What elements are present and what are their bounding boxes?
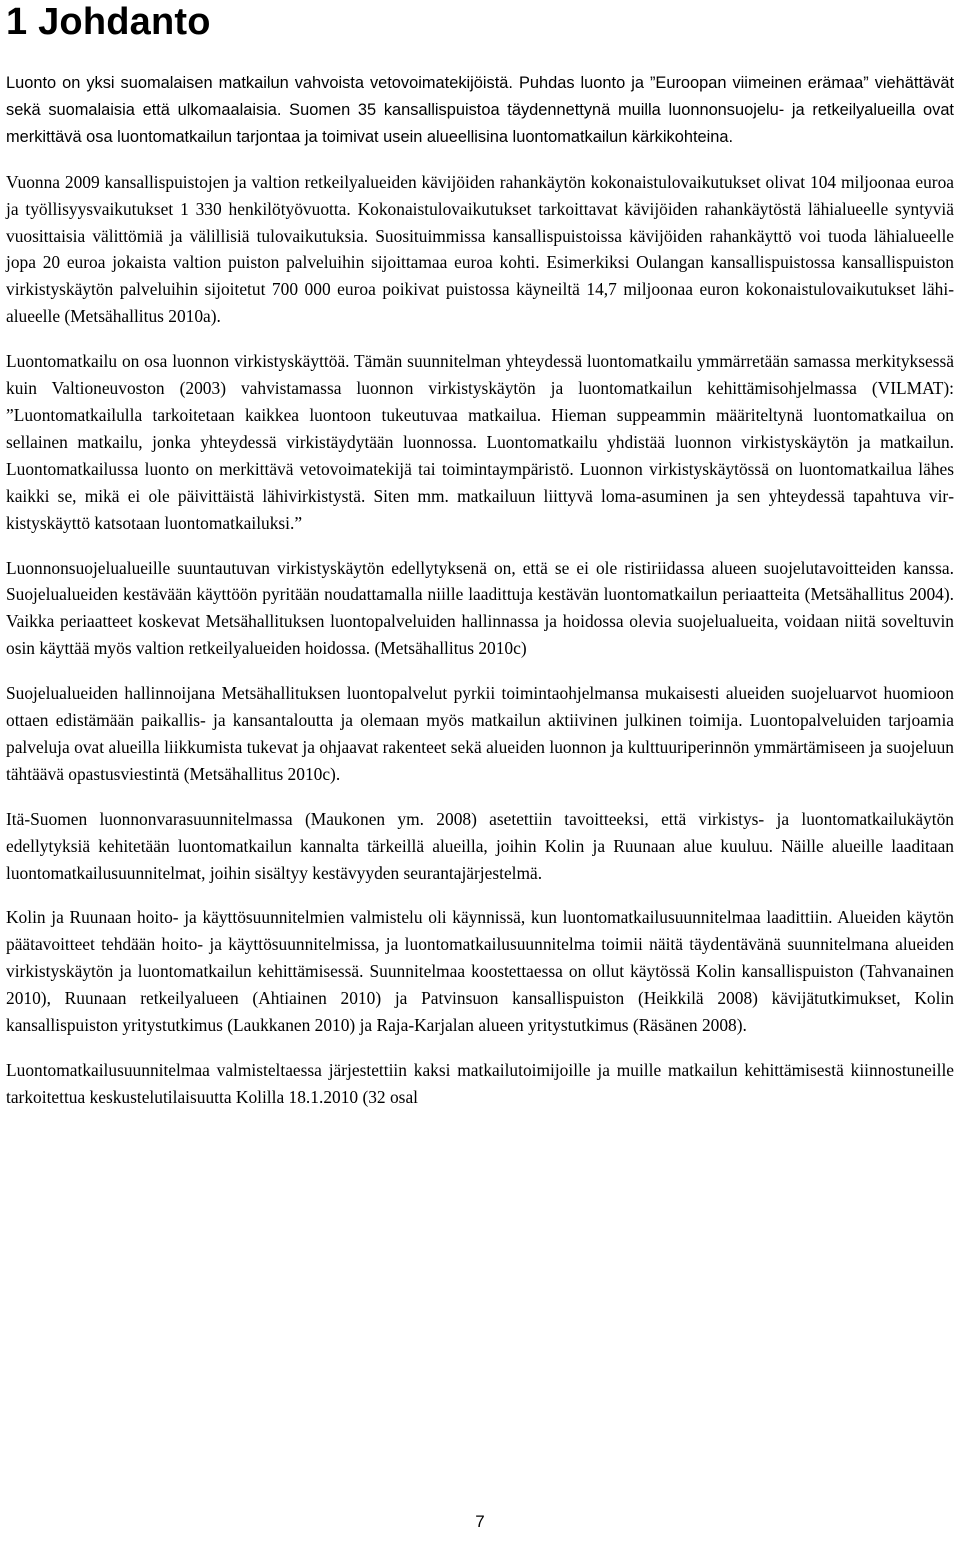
chapter-heading: 1 Johdanto: [6, 1, 211, 43]
paragraph-workshops: Luontomatkailusuunnitelmaa valmisteltaessa järjestettiin kaksi matkailutoimijoille ja muille matkailun kehittämisestä kiinnostuneille tarkoitettua keskustelutilaisuutta Kolilla 18.1.2010 (32 osal: [6, 1060, 954, 1107]
paragraph-eastern-finland-plan: Itä-Suomen luonnonvarasuunnitelmassa (Maukonen ym. 2008) asetettiin tavoitteeksi, että virkistys- ja luontomatkailukäytön edellytyksiä kehitetään luontomatkailun kannalta tärkeillä alueilla, joihin Kolin ja Ruunaan alue kuuluu. Näille alueille laaditaan luontomatkailusuunnitelmat, joihin sisältyy kestävyyden seurantajärjestelmä.: [6, 808, 954, 883]
paragraph-nature-services: Suojelualueiden hallinnoijana Metsähallituksen luontopalvelut pyrkii toimintaohjelmansa mukaisesti alueiden suojeluarvot huomioon ottaen edistämään paikallis- ja kansantaloutta ja olemaan myös matkailun aktiivinen julkinen toimija. Luontopalveluiden tarjoamia palveluja ovat alueilla liikkumista tukevat ja ohjaavat rakenteet sekä alueiden luonnon ja kulttuuriperinnön ymmärtämiseen ja suojeluun tähtäävä opastusviestintä (Metsähallitus 2010c).: [6, 683, 954, 784]
paragraph-koli-ruunaa: Kolin ja Ruunaan hoito- ja käyttösuunnitelmien valmistelu oli käynnissä, kun luontomatkailusuunnitelmaa laadittiin. Alueiden käytön päätavoitteet tehdään hoito- ja käyttösuunnitelmissa, ja luontomatkailusuunnitelma toimii näitä täydentävänä suunnitelmana alueiden virkistyskäytön ja luontomatkailun kehittämisessä. Suunnitelmaa koostettaessa on ollut käytössä Kolin kansallispuiston (Tahvanainen 2010), Ruunaan retkeilyalueen (Ahtiainen 2010) ja Patvinsuon kansallispuiston (Heikkilä 2008) kävijätutkimukset, Kolin kansallispuiston yritystutkimus (Laukkanen 2010) ja Raja-Karjalan alueen yritystutkimus (Räsänen 2008).: [6, 907, 954, 1036]
paragraph-definition: Luontomatkailu on osa luonnon virkistyskäyttöä. Tämän suunnitelman yhteydessä luontomatkailu ymmärretään samassa merkityksessä kuin Valtioneuvoston (2003) vahvistamassa luonnon virkistyskäytön ja luontomatkailun kehittämisohjelmassa (VILMAT): ”Luontomatkailulla tarkoitetaan kaikkea luontoon tukeutuvaa matkailua. Hieman suppeammin määriteltynä luontomatkailua on sellainen matkailu, jonka yhteydessä virkistäydytään luonnossa. Luontomatkailu yhdistää luonnon virkistyskäytön ja matkailun. Luontomatkailussa luonto on merkittävä vetovoimatekijä tai toimintaympäristö. Luonnon virkistyskäytössä on luontomatkailua lähes kaikki se, mikä ei ole päivittäistä lähivirkistystä. Siten mm. matkailuun liittyvä loma-asuminen ja sen yhteydessä tapahtuva virkistyskäyttö katsotaan luontomatkailuksi.”: [6, 351, 954, 533]
paragraph-economic-impact: Vuonna 2009 kansallispuistojen ja valtion retkeilyalueiden kävijöiden rahankäytön kokonaistulovaikutukset olivat 104 miljoonaa euroa ja työllisyysvaikutukset 1 330 henkilötyövuotta. Kokonaistulovaikutukset tarkoittavat kävijöiden rahankäytöstä lähialueelle syntyviä vuosittaisia välittömiä ja välillisiä tulovaikutuksia. Suosituimmissa kansallispuistoissa kävijöiden rahankäyttö voi tuoda lähialueelle jopa 20 euroa jokaista valtion puiston palveluihin sijoittamaa euroa kohti. Esimerkiksi Oulangan kansallispuistossa kansallispuiston virkistyskäytön palveluihin sijoitetut 700 000 euroa poikivat puistossa käyneiltä 14,7 miljoonaa euron kokonaistulovaikutukset lähialueelle (Metsähallitus 2010a).: [6, 171, 954, 327]
document-page: [6, 0, 954, 1111]
paragraph-intro: Luonto on yksi suomalaisen matkailun vahvoista vetovoimatekijöistä. Puhdas luonto ja ”Euroopan viimeinen erämaa” viehättävät sekä suomalaisia että ulkomaalaisia. Suomen 35 kansallispuistoa täydennettynä muilla luonnonsuojelu- ja retkeilyalueilla ovat merkittävä osa luontomatkailun tarjontaa ja toimivat usein alueellisina luontomatkailun kärkikohteina.: [6, 74, 954, 146]
page-number: 7: [475, 1512, 485, 1531]
paragraph-protection-goals: Luonnonsuojelualueille suuntautuvan virkistyskäytön edellytyksenä on, että se ei ole ristiriidassa alueen suojelutavoitteiden kanssa. Suojelualueiden kestävään käyttöön pyritään noudattamalla niille laadittuja kestävän luontomatkailun periaatteita (Metsähallitus 2004). Vaikka periaatteet koskevat Metsähallituksen luontopalveluiden hallinnassa ja hoidossa olevia suojelualueita, voidaan niitä soveltuvin osin käyttää myös valtion retkeilyalueiden hoidossa. (Metsähallitus 2010c): [6, 557, 954, 659]
